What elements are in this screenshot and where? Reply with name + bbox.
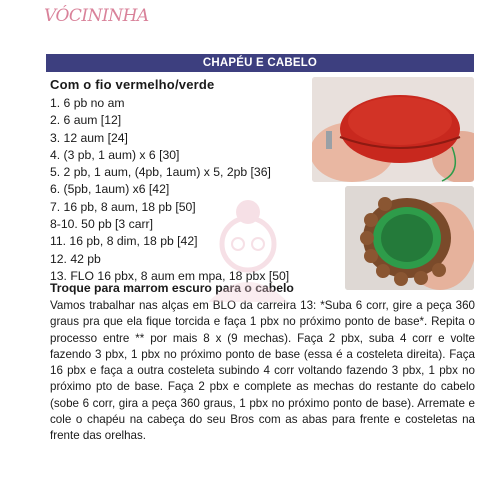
instruction-row: 11. 16 pb, 8 dim, 18 pb [42] [50,234,198,249]
hair-hat-photo [345,186,474,290]
instruction-row: 4. (3 pb, 1 aum) x 6 [30] [50,147,180,162]
section-title-banner: CHAPÉU E CABELO [46,54,474,72]
watermark-illustration [188,192,308,302]
instruction-row: 13. FLO 16 pbx, 8 aum em mpa, 18 pbx [50] [50,268,290,283]
instruction-row: 8-10. 50 pb [3 carr] [50,217,153,232]
brand-logo: VÓCININHA [44,6,149,26]
grandma-watermark-icon [188,192,308,302]
instruction-row: 2. 6 aum [12] [50,113,122,128]
instruction-row: 12. 42 pb [50,251,101,266]
instruction-row: 7. 16 pb, 8 aum, 18 pb [50] [50,199,196,214]
red-hat-photo [312,77,474,182]
hair-subheading: Troque para marrom escuro para o cabelo [50,281,294,295]
hair-instructions-paragraph: Vamos trabalhar nas alças em BLO da carreira 13: *Suba 6 corr, gire a peça 360 graus pra que ela fique torcida e faça 1 pbx no próximo ponto de base*. Repita o processo entre ** por mais 8 x (9 mechas). Faça 2 pbx, suba 4 corr e volte fazendo 3 pbx, 1 pbx no próximo ponto de base (essa é a costeleta direita). Faça 16 pbx e faça a outra costeleta subindo 4 corr voltando fazendo 3 pbx, 1 pbx no próximo pto de base. Faça 2 pbx e complete as mechas do restante do cabelo (sobe 6 corr, gira a peça 360 graus, 1 pbx no próximo ponto de base). Arremate e cole o chapéu na cabeça do seu Bros com as abas para frente e costeletas na frente das orelhas. [50,299,475,443]
instruction-row: 6. (5pb, 1aum) x6 [42] [50,182,170,197]
instruction-row: 1. 6 pb no am [50,96,125,110]
red-hat-illustration [312,77,474,182]
hair-hat-illustration [345,186,474,290]
instructions-heading: Com o fio vermelho/verde [50,77,215,92]
instruction-row: 5. 2 pb, 1 aum, (4pb, 1aum) x 5, 2pb [36] [50,165,271,180]
instruction-row: 3. 12 aum [24] [50,130,128,145]
